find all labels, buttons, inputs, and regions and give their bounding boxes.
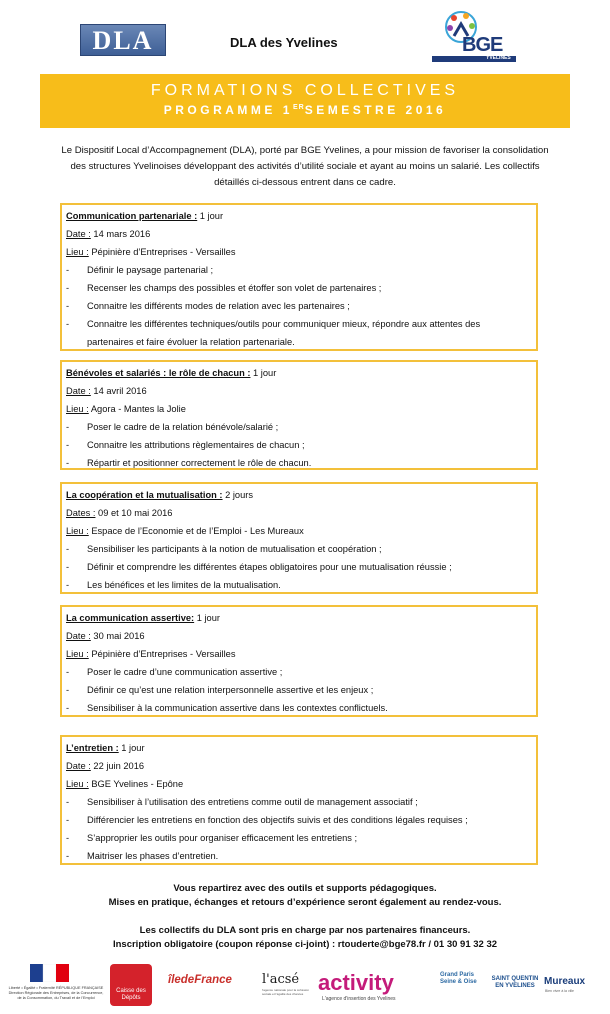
les-mureaux-logo: Mureaux bbox=[544, 976, 586, 987]
training-date-row bbox=[66, 757, 532, 775]
ile-de-france-logo: îledeFrance bbox=[168, 974, 232, 986]
list-item: - Sensibiliser les participants à la notion de mutualisation et coopération ; bbox=[66, 540, 532, 558]
list-item: - Connaitre les différentes techniques/outils pour communiquer mieux, répondre aux attentes des bbox=[66, 315, 532, 333]
list-item-text: Définir le paysage partenarial ; bbox=[87, 265, 214, 275]
activity-logo: activity bbox=[318, 970, 394, 995]
training-place: BGE Yvelines - Epône bbox=[88, 779, 184, 789]
place-label: Lieu : bbox=[66, 649, 89, 659]
training-place-row bbox=[66, 400, 532, 418]
list-item-text: Différencier les entretiens en fonction des objectifs suivis et des conditions légales requises ; bbox=[87, 815, 468, 825]
partner-logos bbox=[0, 958, 610, 1014]
les-mureaux-subtitle: Bien vivre à la ville bbox=[545, 989, 574, 993]
list-item: - Définir et comprendre les différentes étapes obligatoires pour une mutualisation réussie ; bbox=[66, 558, 532, 576]
acse-subtitle: l'agence nationale pour la cohésion sociale et l'égalité des chances bbox=[262, 988, 309, 996]
training-date: 09 et 10 mai 2016 bbox=[95, 508, 173, 518]
list-item-text: Poser le cadre de la relation bénévole/salarié ; bbox=[87, 422, 279, 432]
title-banner bbox=[40, 74, 570, 128]
training-date-row bbox=[66, 225, 532, 243]
training-title-row bbox=[66, 364, 532, 382]
list-item: - Connaitre les attributions règlementaires de chacun ; bbox=[66, 436, 532, 454]
training-title: La coopération et la mutualisation : bbox=[66, 490, 223, 500]
training-place-row bbox=[66, 243, 532, 261]
list-item: - Répartir et positionner correctement le rôle de chacun. bbox=[66, 454, 532, 472]
gpso-logo: Grand Paris Seine & Oise bbox=[440, 972, 477, 985]
list-item-text: Répartir et positionner correctement le rôle de chacun. bbox=[87, 458, 312, 468]
training-title: Bénévoles et salariés : le rôle de chacun : bbox=[66, 368, 251, 378]
list-item-text: Définir et comprendre les différentes étapes obligatoires pour une mutualisation réussie ; bbox=[87, 562, 452, 572]
training-duration: 1 jour bbox=[250, 368, 277, 378]
republique-francaise-logo bbox=[22, 964, 78, 982]
activity-subtitle: L'agence d'insertion des Yvelines bbox=[322, 996, 396, 1002]
training-place-row bbox=[66, 522, 532, 540]
date-label: Date : bbox=[66, 631, 91, 641]
banner-subtitle bbox=[40, 103, 570, 117]
list-item-text: Recenser les champs des possibles et étoffer son volet de partenaires ; bbox=[87, 283, 382, 293]
intro-paragraph: Le Dispositif Local d’Accompagnement (DLA), porté par BGE Yvelines, a pour mission de favoriser la consolidation des structures Yvelinoises développant des activités d’utilité sociale et ayant au moins un salarié. Les collectifs détaillés ci-dessous entrent dans ce cadre. bbox=[61, 145, 549, 188]
training-date: 30 mai 2016 bbox=[90, 631, 145, 641]
date-label: Dates : bbox=[66, 508, 96, 518]
list-item: - Définir ce qu’est une relation interpersonnelle assertive et les enjeux ; bbox=[66, 681, 532, 699]
training-date: 14 avril 2016 bbox=[90, 386, 147, 396]
place-label: Lieu : bbox=[66, 526, 89, 536]
banner-title: FORMATIONS COLLECTIVES bbox=[150, 82, 460, 99]
training-title-row bbox=[66, 739, 532, 757]
list-item-text: Poser le cadre d’une communication assertive ; bbox=[87, 667, 283, 677]
training-title-row bbox=[66, 486, 532, 504]
training-box bbox=[60, 203, 538, 351]
bge-subtitle: YVELINES bbox=[486, 55, 511, 61]
list-item-text: Définir ce qu’est une relation interpersonnelle assertive et les enjeux ; bbox=[87, 685, 374, 695]
caisse-des-depots-logo: Caisse des Dépôts bbox=[110, 964, 152, 1006]
training-title-row bbox=[66, 609, 532, 627]
training-title: La communication assertive: bbox=[66, 613, 195, 623]
list-item: - Connaitre les différents modes de relation avec les partenaires ; bbox=[66, 297, 532, 315]
training-title-row bbox=[66, 207, 532, 225]
republique-francaise-text: Liberté • Égalité • Fraternité RÉPUBLIQUE FRANÇAISE Direction Régionale des Entreprises, de la Concurrence, de la Consommation, du Travail et de l'Emploi bbox=[8, 986, 104, 1000]
place-label: Lieu : bbox=[66, 404, 89, 414]
list-item-text: Sensibiliser à l’utilisation des entretiens comme outil de management associatif ; bbox=[87, 797, 418, 807]
training-place: Pépinière d’Entreprises - Versailles bbox=[88, 247, 236, 257]
banner-subtitle-b: SEMESTRE 2016 bbox=[304, 103, 447, 117]
bge-wordmark: BGE bbox=[462, 34, 503, 56]
list-item: - Maitriser les phases d’entretien. bbox=[66, 847, 532, 865]
list-item: - S’approprier les outils pour organiser efficacement les entretiens ; bbox=[66, 829, 532, 847]
footer-line: Les collectifs du DLA sont pris en charge par nos partenaires financeurs. bbox=[139, 925, 471, 936]
training-date: 14 mars 2016 bbox=[90, 229, 151, 239]
training-date: 22 juin 2016 bbox=[90, 761, 145, 771]
org-title: DLA des Yvelines bbox=[230, 35, 338, 50]
list-item-text: Maitriser les phases d’entretien. bbox=[87, 851, 219, 861]
sqy-logo: SAINT QUENTIN EN YVELINES bbox=[491, 976, 539, 989]
list-item-text: S’approprier les outils pour organiser efficacement les entretiens ; bbox=[87, 833, 358, 843]
training-place: Pépinière d’Entreprises - Versailles bbox=[88, 649, 236, 659]
list-item: - Différencier les entretiens en fonction des objectifs suivis et des conditions légales requises ; bbox=[66, 811, 532, 829]
list-item: - Sensibiliser à l’utilisation des entretiens comme outil de management associatif ; bbox=[66, 793, 532, 811]
training-title: Communication partenariale : bbox=[66, 211, 198, 221]
training-place-row bbox=[66, 775, 532, 793]
list-item-text: Les bénéfices et les limites de la mutualisation. bbox=[87, 580, 281, 590]
date-label: Date : bbox=[66, 761, 91, 771]
date-label: Date : bbox=[66, 386, 91, 396]
training-date-row bbox=[66, 504, 532, 522]
training-duration: 1 jour bbox=[194, 613, 220, 623]
training-duration: 1 jour bbox=[197, 211, 224, 221]
list-item: - Poser le cadre d’une communication assertive ; bbox=[66, 663, 532, 681]
place-label: Lieu : bbox=[66, 247, 89, 257]
list-item: - Définir le paysage partenarial ; bbox=[66, 261, 532, 279]
list-item-text: Connaitre les attributions règlementaires de chacun ; bbox=[87, 440, 305, 450]
training-place: Agora - Mantes la Jolie bbox=[88, 404, 186, 414]
footer-line: Vous repartirez avec des outils et supports pédagogiques. bbox=[173, 883, 437, 894]
training-box bbox=[60, 482, 538, 594]
footer-line: Mises en pratique, échanges et retours d’expérience seront également au rendez-vous. bbox=[108, 897, 502, 908]
header bbox=[0, 0, 610, 72]
bge-logo bbox=[432, 10, 516, 62]
footer-contact[interactable]: Inscription obligatoire (coupon réponse ci-joint) : rtouderte@bge78.fr / 01 30 91 32 32 bbox=[112, 939, 498, 950]
list-item-text: Connaitre les différentes techniques/outils pour communiquer mieux, répondre aux attentes des bbox=[87, 319, 481, 329]
banner-superscript: ER bbox=[292, 104, 305, 111]
list-item-text: Sensibiliser à la communication assertive dans les contextes conflictuels. bbox=[87, 703, 388, 713]
training-duration: 2 jours bbox=[222, 490, 254, 500]
dla-logo: DLA bbox=[80, 24, 166, 56]
list-item-text: Connaitre les différents modes de relation avec les partenaires ; bbox=[87, 301, 350, 311]
training-date-row bbox=[66, 627, 532, 645]
training-date-row bbox=[66, 382, 532, 400]
date-label: Date : bbox=[66, 229, 91, 239]
list-item: - Recenser les champs des possibles et étoffer son volet de partenaires ; bbox=[66, 279, 532, 297]
training-box bbox=[60, 360, 538, 470]
list-item: - Les bénéfices et les limites de la mutualisation. bbox=[66, 576, 532, 594]
training-duration: 1 jour bbox=[118, 743, 145, 753]
training-title: L’entretien : bbox=[66, 743, 119, 753]
list-item: - Poser le cadre de la relation bénévole/salarié ; bbox=[66, 418, 532, 436]
list-item: - Sensibiliser à la communication assertive dans les contextes conflictuels. bbox=[66, 699, 532, 717]
place-label: Lieu : bbox=[66, 779, 89, 789]
training-place-row bbox=[66, 645, 532, 663]
training-place: Espace de l’Economie et de l’Emploi - Les Mureaux bbox=[88, 526, 304, 536]
list-item-text: Sensibiliser les participants à la notion de mutualisation et coopération ; bbox=[87, 544, 382, 554]
training-box bbox=[60, 605, 538, 717]
training-box bbox=[60, 735, 538, 865]
acse-logo: l'acsé bbox=[262, 972, 300, 987]
banner-subtitle-a: PROGRAMME 1 bbox=[163, 103, 293, 117]
footer-notes bbox=[40, 882, 570, 952]
list-item-continuation: partenaires et faire évoluer la relation partenariale. bbox=[87, 337, 295, 347]
